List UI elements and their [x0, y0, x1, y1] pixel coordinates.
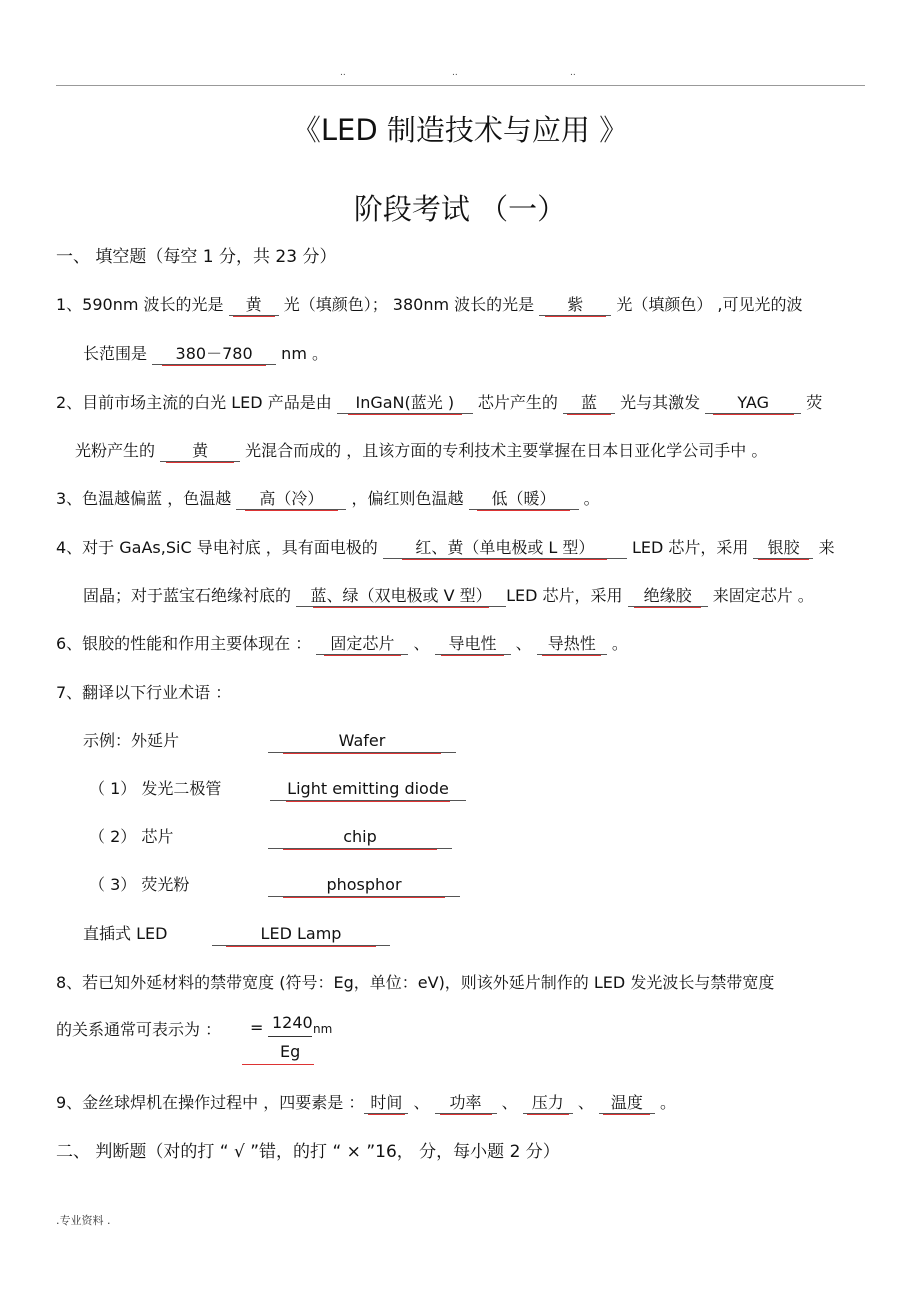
header-dots-2: ..: [452, 68, 458, 78]
q8-equals: =: [250, 1018, 264, 1037]
q9-blank-3: 压力: [523, 1093, 573, 1114]
q7-example-value: Wafer: [268, 730, 456, 753]
q9-blank-2: 功率: [435, 1093, 497, 1114]
q3-line: 3、色温越偏蓝 ，色温越 高（冷） ，偏红则色温越 低（暖） 。: [56, 489, 600, 508]
q4-blank-4: 绝缘胶: [628, 586, 708, 607]
q4-line-2: 固晶；对于蓝宝石绝缘衬底的 蓝、绿（双电极或 V 型） LED 芯片，采用 绝缘胶 来固定芯片 。: [83, 586, 814, 605]
q2-blank-4: 黄: [160, 441, 240, 462]
q3-blank-1: 高（冷）: [236, 489, 346, 510]
q9-blank-4: 温度: [599, 1093, 655, 1114]
q8-unit: nm: [313, 1022, 333, 1036]
q7-intro: 7、翻译以下行业术语 ：: [56, 683, 232, 702]
q6-blank-1: 固定芯片: [316, 634, 408, 655]
q1-blank-3: 380－780: [152, 344, 276, 365]
q3-blank-2: 低（暖）: [469, 489, 579, 510]
q2-line-1: 2、目前市场主流的白光 LED 产品是由 InGaN(蓝光 ) 芯片产生的 蓝 光与其激发 YAG 荧: [56, 393, 823, 412]
page-footer: .专业资料 .: [56, 1214, 111, 1227]
q8-answer-underline: [242, 1064, 314, 1065]
q2-line-2: 光粉产生的 黄 光混合而成的 ，且该方面的专利技术主要掌握在日本日亚化学公司手中 。: [75, 441, 768, 460]
q7-item-1-value: Light emitting diode: [270, 778, 466, 801]
section-1-heading: 一、 填空题（每空 1 分，共 23 分）: [56, 247, 337, 267]
q2-blank-3: YAG: [705, 393, 801, 414]
q7-example-label: 示例：外延片: [83, 731, 180, 750]
q7-item-2-value: chip: [268, 826, 452, 849]
q4-blank-2: 银胶: [753, 538, 813, 559]
section-2-heading: 二、 判断题（对的打 “ √ ”错，的打 “ × ”16， 分，每小题 2 分）: [56, 1142, 560, 1162]
q8-line-1: 8、若已知外延材料的禁带宽度 (符号：Eg，单位：eV)，则该外延片制作的 LED 发光波长与禁带宽度: [56, 973, 775, 992]
header-rule: [56, 85, 865, 86]
q4-blank-1: 红、黄（单电极或 L 型）: [383, 538, 627, 559]
document-subtitle: 阶段考试 （一）: [353, 192, 567, 226]
q8-numerator: 1240: [272, 1013, 313, 1032]
q8-fraction-bar: [268, 1036, 312, 1037]
q1-line-1: 1、590nm 波长的光是 黄 光（填颜色）； 380nm 波长的光是 紫 光（填颜色） ,可见光的波: [56, 295, 803, 314]
q7-item-4-value: LED Lamp: [212, 923, 390, 946]
q2-blank-1: InGaN(蓝光 ): [337, 393, 473, 414]
q8-line-2: 的关系通常可表示为 ：: [56, 1020, 222, 1039]
q7-item-2-label: （ 2） 芯片: [89, 827, 174, 846]
q9-line: 9、金丝球焊机在操作过程中 ，四要素是 ： 时间 、 功率 、 压力 、 温度 。: [56, 1093, 677, 1112]
header-dots-3: ..: [570, 68, 576, 78]
q2-blank-2: 蓝: [563, 393, 615, 414]
q6-line: 6、银胶的性能和作用主要体现在 ： 固定芯片 、 导电性 、 导热性 。: [56, 634, 628, 653]
q1-blank-1: 黄: [229, 295, 279, 316]
q8-denominator: Eg: [280, 1042, 301, 1061]
q1-blank-2: 紫: [539, 295, 611, 316]
q4-line-1: 4、对于 GaAs,SiC 导电衬底 ，具有面电极的 红、黄（单电极或 L 型） LED 芯片，采用 银胶 来: [56, 538, 835, 557]
q1-line-2: 长范围是 380－780 nm 。: [83, 344, 328, 363]
q6-blank-2: 导电性: [435, 634, 511, 655]
q7-item-3-value: phosphor: [268, 874, 460, 897]
q4-blank-3: 蓝、绿（双电极或 V 型）: [296, 586, 506, 607]
document-title: 《LED 制造技术与应用 》: [291, 113, 629, 147]
q7-item-4-label: 直插式 LED: [83, 924, 168, 943]
q9-blank-1: 时间: [364, 1093, 408, 1114]
q7-item-1-label: （ 1） 发光二极管: [89, 779, 222, 798]
q7-item-3-label: （ 3） 荧光粉: [89, 875, 190, 894]
header-dots-1: ..: [340, 68, 346, 78]
q6-blank-3: 导热性: [537, 634, 607, 655]
